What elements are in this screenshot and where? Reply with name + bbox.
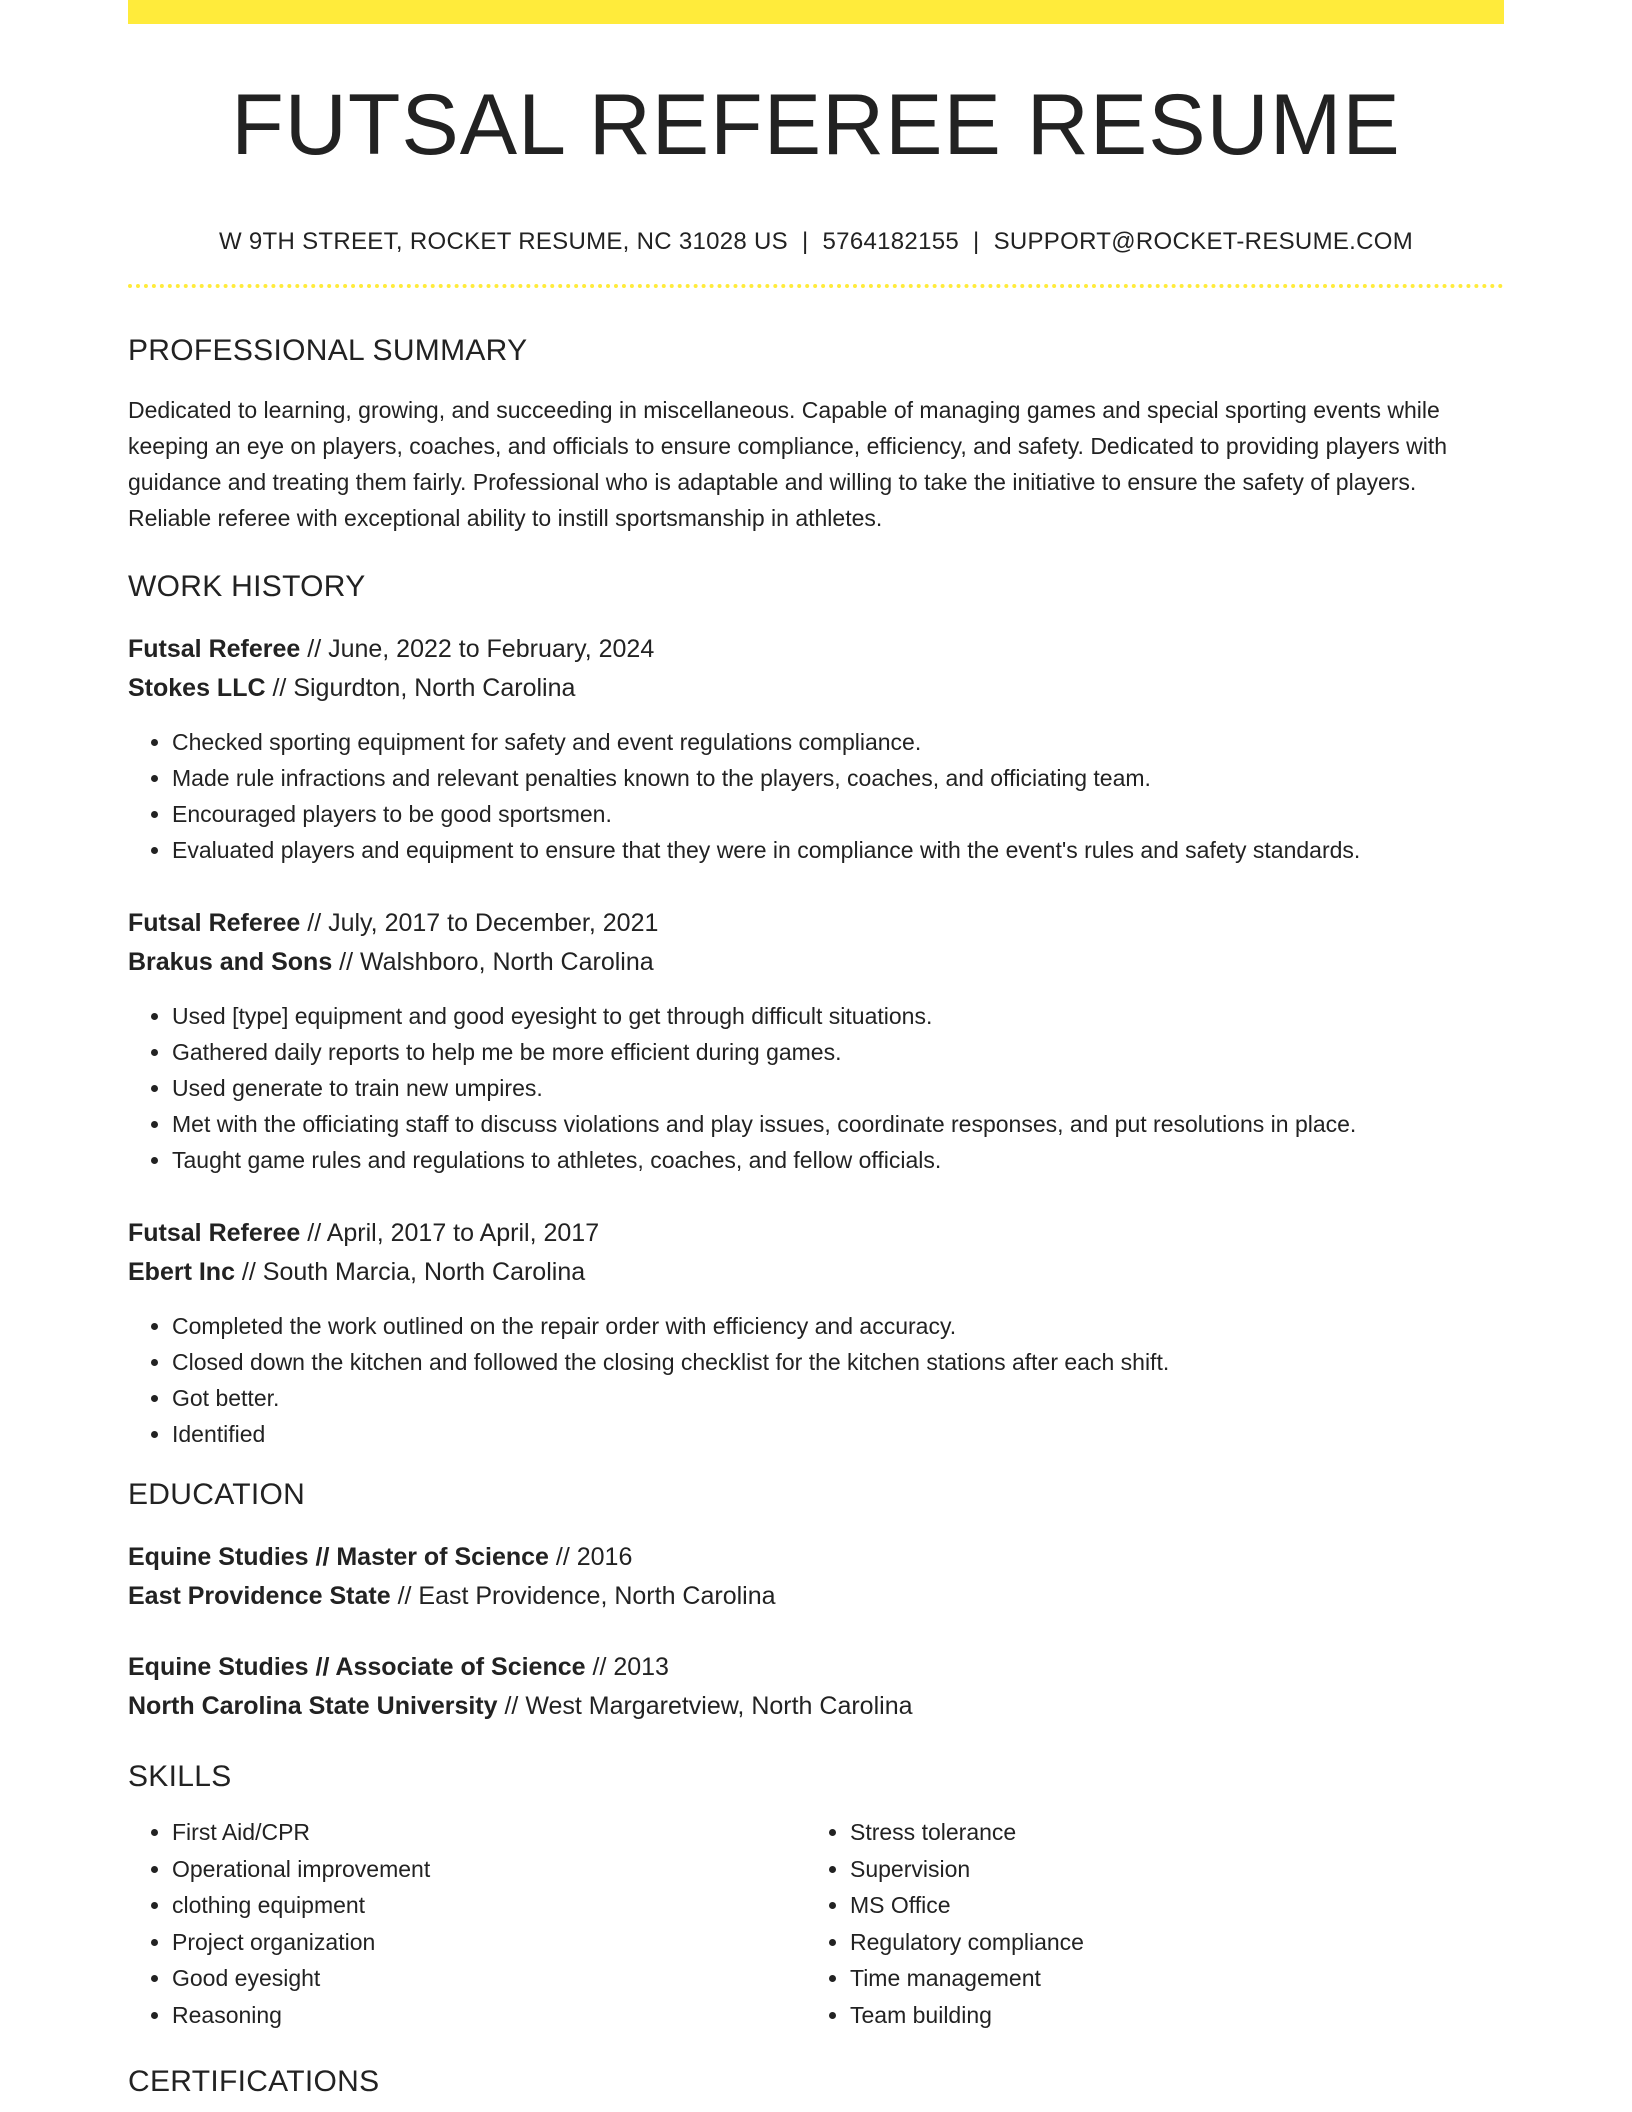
- job-company: Ebert Inc: [128, 1258, 235, 1286]
- list-item: • Reasoning: [172, 1997, 806, 2034]
- education-heading: EDUCATION: [128, 1478, 306, 1511]
- list-item: • First Aid/CPR: [172, 1814, 806, 1851]
- list-item: • Operational improvement: [172, 1851, 806, 1888]
- list-item: • Got better.: [172, 1380, 1504, 1416]
- education-entry: [128, 1648, 1504, 1726]
- list-item: • Encouraged players to be good sportsmen.: [172, 796, 1504, 832]
- education-degree-line: [128, 1648, 1504, 1687]
- list-item: • Gathered daily reports to help me be more efficient during games.: [172, 1034, 1504, 1070]
- page-title: FUTSAL REFEREE RESUME: [231, 77, 1401, 173]
- list-item: • Evaluated players and equipment to ensure that they were in compliance with the event's rules and safety standards.: [172, 832, 1504, 868]
- list-item: • Taught game rules and regulations to athletes, coaches, and fellow officials.: [172, 1142, 1504, 1178]
- list-item: • MS Office: [850, 1887, 1484, 1924]
- job-company-line: [128, 669, 1504, 708]
- contact-address: W 9TH STREET, ROCKET RESUME, NC 31028 US: [218, 228, 788, 255]
- education-school: East Providence State: [128, 1582, 391, 1610]
- education-school-line: [128, 1577, 1504, 1616]
- job-location: // Sigurdton, North Carolina: [265, 674, 576, 702]
- education-location: // West Margaretview, North Carolina: [497, 1692, 913, 1720]
- job-company-line: [128, 943, 1504, 982]
- education-year: // 2013: [585, 1653, 669, 1681]
- list-item: • Team building: [850, 1997, 1484, 2034]
- list-item: • Identified: [172, 1416, 1504, 1452]
- job-bullets: [128, 724, 1504, 868]
- resume-page: [128, 0, 1504, 2097]
- list-item: • Regulatory compliance: [850, 1924, 1484, 1961]
- skills-list-left: [128, 1814, 806, 2033]
- summary-text: Dedicated to learning, growing, and succeeding in miscellaneous. Capable of managing games and special sporting events while keeping an eye on players, coaches, and officials to ensure compliance, efficiency, and safety. Dedicated to providing players with guidance and treating them fairly. Professional who is adaptable and willing to take the initiative to ensure the safety of players. Reliable referee with exceptional ability to instill sportsmanship in athletes.: [128, 397, 1448, 531]
- job-dates: // June, 2022 to February, 2024: [300, 635, 655, 663]
- job-entry: [128, 1214, 1504, 1452]
- job-role-line: [128, 1214, 1504, 1253]
- job-entry: [128, 630, 1504, 868]
- education-entry: [128, 1538, 1504, 1616]
- header-divider: [128, 284, 1504, 288]
- job-role-line: [128, 630, 1504, 669]
- work-history-heading: WORK HISTORY: [128, 570, 366, 603]
- job-location: // Walshboro, North Carolina: [332, 948, 654, 976]
- list-item: • Project organization: [172, 1924, 806, 1961]
- list-item: • Closed down the kitchen and followed the closing checklist for the kitchen stations after each shift.: [172, 1344, 1504, 1380]
- list-item: • Met with the officiating staff to discuss violations and play issues, coordinate responses, and put resolutions in place.: [172, 1106, 1504, 1142]
- list-item: • Used generate to train new umpires.: [172, 1070, 1504, 1106]
- list-item: • clothing equipment: [172, 1887, 806, 1924]
- certifications-heading: CERTIFICATIONS: [128, 2065, 380, 2098]
- contact-separator: |: [973, 228, 980, 255]
- education-year: // 2016: [548, 1543, 633, 1571]
- job-bullets: [128, 998, 1504, 1178]
- job-entry: [128, 904, 1504, 1178]
- education-degree: Equine Studies // Master of Science: [128, 1543, 549, 1571]
- list-item: • Good eyesight: [172, 1960, 806, 1997]
- job-dates: // July, 2017 to December, 2021: [300, 909, 659, 937]
- list-item: • Completed the work outlined on the repair order with efficiency and accuracy.: [172, 1308, 1504, 1344]
- job-role: Futsal Referee: [128, 909, 301, 937]
- list-item: • Stress tolerance: [850, 1814, 1484, 1851]
- education-degree-line: [128, 1538, 1504, 1577]
- skills-heading: SKILLS: [128, 1760, 232, 1793]
- education-school-line: [128, 1687, 1504, 1726]
- list-item: • Used [type] equipment and good eyesight to get through difficult situations.: [172, 998, 1504, 1034]
- education-school: North Carolina State University: [128, 1692, 498, 1720]
- education-degree: Equine Studies // Associate of Science: [128, 1653, 586, 1681]
- top-accent-bar: [128, 0, 1504, 24]
- skills-grid: [128, 1814, 1504, 2033]
- contact-phone: 5764182155: [822, 228, 960, 255]
- job-bullets: [128, 1308, 1504, 1452]
- job-role: Futsal Referee: [128, 635, 301, 663]
- summary-heading: PROFESSIONAL SUMMARY: [128, 334, 528, 367]
- job-dates: // April, 2017 to April, 2017: [300, 1219, 600, 1247]
- job-role-line: [128, 904, 1504, 943]
- education-location: // East Providence, North Carolina: [390, 1582, 776, 1610]
- list-item: • Checked sporting equipment for safety and event regulations compliance.: [172, 724, 1504, 760]
- job-company: Brakus and Sons: [128, 948, 333, 976]
- contact-line: [128, 230, 1504, 256]
- list-item: • Supervision: [850, 1851, 1484, 1888]
- contact-email: SUPPORT@ROCKET-RESUME.COM: [993, 228, 1414, 255]
- job-role: Futsal Referee: [128, 1219, 301, 1247]
- job-location: // South Marcia, North Carolina: [234, 1258, 586, 1286]
- skills-list-right: [806, 1814, 1484, 2033]
- contact-separator: |: [801, 228, 809, 255]
- list-item: • Made rule infractions and relevant penalties known to the players, coaches, and officiating team.: [172, 760, 1504, 796]
- job-company: Stokes LLC: [128, 674, 266, 702]
- job-company-line: [128, 1253, 1504, 1292]
- list-item: • Time management: [850, 1960, 1484, 1997]
